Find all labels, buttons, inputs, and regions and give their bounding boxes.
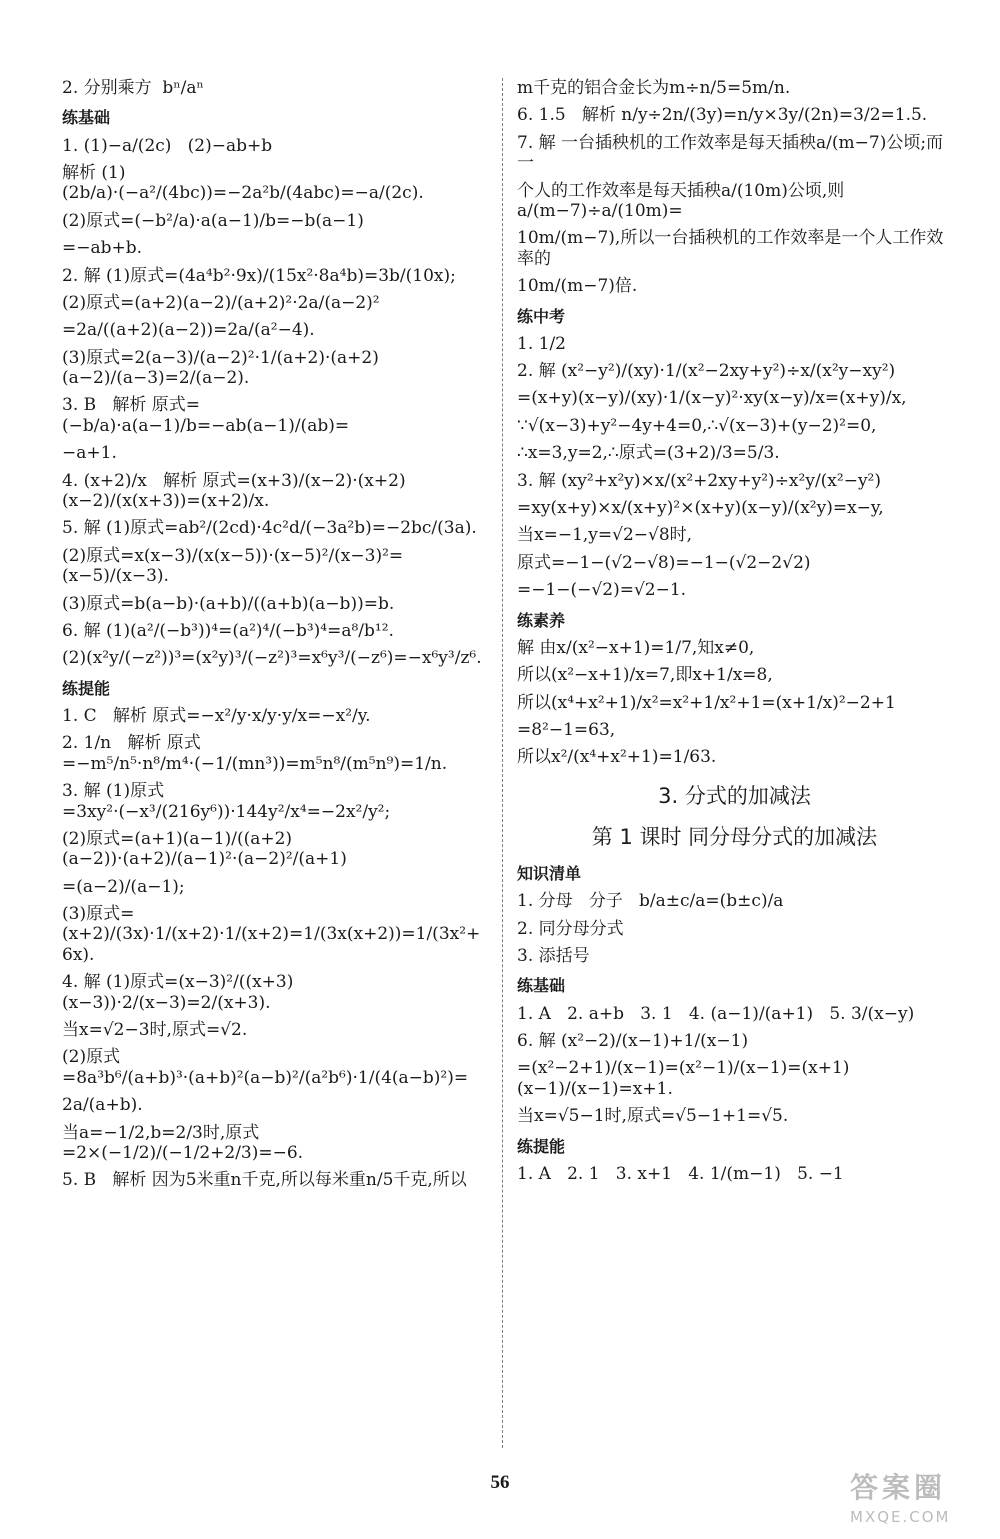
section-heading: 练基础	[62, 108, 111, 128]
answer-line: 当a=−1/2,b=2/3时,原式=2×(−1/2)/(−1/2+2/3)=−6.	[62, 1122, 304, 1163]
section-heading: 练素养	[517, 610, 566, 630]
answer-line: =(x²−2+1)/(x−1)=(x²−1)/(x−1)=(x+1)(x−1)/(x−1)=x+1.	[517, 1058, 850, 1099]
answer-line: 3. B 解析 原式=(−b/a)·a(a−1)/b=−ab(a−1)/(ab)=	[62, 395, 350, 436]
answer-line: 1. 1/2	[517, 333, 566, 354]
answer-line: =(a−2)/(a−1);	[62, 876, 185, 897]
answer-line: 所以(x²−x+1)/x=7,即x+1/x=8,	[517, 665, 773, 686]
answer-line: 3. 添括号	[517, 946, 590, 967]
watermark-main: 答案圈	[850, 1471, 947, 1504]
answer-line: (3)原式=(x+2)/(3x)·1/(x+2)·1/(x+2)=1/(3x(x+2))=1/(3x²+6x).	[62, 904, 481, 965]
lesson-title: 3. 分式的加减法	[658, 783, 811, 808]
answer-line: 4. 解 (1)原式=(x−3)²/((x+3)(x−3))·2/(x−3)=2/(x+3).	[62, 972, 294, 1013]
answer-line: =−1−(−√2)=√2−1.	[517, 580, 687, 601]
left-column	[62, 78, 487, 1198]
answer-line: 2. 同分母分式	[517, 918, 624, 939]
answer-line: (2)原式=x(x−3)/(x(x−5))·(x−5)²/(x−3)²=(x−5)/(x−3).	[62, 545, 404, 587]
answer-line: 1. C 解析 原式=−x²/y·x/y·y/x=−x²/y.	[62, 705, 371, 726]
answer-line: 当x=√2−3时,原式=√2.	[62, 1020, 248, 1041]
answer-line: 4. (x+2)/x 解析 原式=(x+3)/(x−2)·(x+2)(x−2)/(x(x+3))=(x+2)/x.	[62, 470, 406, 512]
answer-line: 1. A 2. 1 3. x+1 4. 1/(m−1) 5. −1	[517, 1163, 844, 1184]
column-divider	[502, 78, 503, 1448]
answer-line: 6. 解 (1)(a²/(−b³))⁴=(a²)⁴/(−b³)⁴=a⁸/b¹².	[62, 621, 394, 641]
section-heading: 练基础	[517, 976, 566, 996]
answer-line: =(x+y)(x−y)/(xy)·1/(x−y)²·xy(x−y)/x=(x+y)/x,	[517, 388, 907, 409]
answer-line: 解 由x/(x²−x+1)=1/7,知x≠0,	[517, 637, 755, 658]
answer-line: 所以(x⁴+x²+1)/x²=x²+1/x²+1=(x+1/x)²−2+1	[517, 692, 896, 713]
answer-line: 个人的工作效率是每天插秧a/(10m)公顷,则a/(m−7)÷a/(10m)=	[517, 180, 845, 221]
answer-line: 2. 分别乘方 bⁿ/aⁿ	[62, 78, 204, 98]
right-column	[517, 78, 952, 1191]
answer-line: =8²−1=63,	[517, 719, 616, 740]
watermark-sub: MXQE.COM	[850, 1508, 951, 1526]
answer-line: ∴x=3,y=2,∴原式=(3+2)/3=5/3.	[517, 443, 780, 464]
answer-line: 原式=−1−(√2−√8)=−1−(√2−2√2)	[517, 552, 811, 573]
answer-line: 1. 分母 分子 b/a±c/a=(b±c)/a	[517, 891, 784, 912]
answer-line: ∵√(x−3)+y²−4y+4=0,∴√(x−3)+(y−2)²=0,	[517, 415, 877, 436]
answer-line: =2a/((a+2)(a−2))=2a/(a²−4).	[62, 320, 315, 341]
answer-line: (3)原式=2(a−3)/(a−2)²·1/(a+2)·(a+2)(a−2)/(a−3)=2/(a−2).	[62, 347, 379, 389]
answer-line: 1. A 2. a+b 3. 1 4. (a−1)/(a+1) 5. 3/(x−y)	[517, 1003, 915, 1024]
answer-line: −a+1.	[62, 443, 117, 464]
answer-line: 所以x²/(x⁴+x²+1)=1/63.	[517, 747, 717, 768]
answer-line: (2)原式=(a+2)(a−2)/(a+2)²·2a/(a−2)²	[62, 292, 380, 313]
answer-line: 解析 (1)(2b/a)·(−a²/(4bc))=−2a²b/(4abc)=−a/(2c).	[62, 162, 424, 204]
answer-line: (2)原式=8a³b⁶/(a+b)³·(a+b)²(a−b)²/(a²b⁶)·1/(4(a−b)²)=	[62, 1047, 469, 1088]
answer-line: 1. (1)−a/(2c) (2)−ab+b	[62, 135, 273, 156]
answer-line: (2)原式=(−b²/a)·a(a−1)/b=−b(a−1)	[62, 210, 364, 231]
answer-line: 6. 解 (x²−2)/(x−1)+1/(x−1)	[517, 1031, 749, 1052]
answer-line: 6. 1.5 解析 n/y÷2n/(3y)=n/y×3y/(2n)=3/2=1.5.	[517, 105, 928, 126]
page-number: 56	[490, 1472, 510, 1493]
section-heading: 练提能	[62, 678, 111, 698]
answer-line: 3. 解 (1)原式=3xy²·(−x³/(216y⁶))·144y²/x⁴=−2x²/y²;	[62, 781, 391, 822]
answer-line: 2a/(a+b).	[62, 1095, 143, 1116]
answer-line: m千克的铝合金长为m÷n/5=5m/n.	[517, 78, 791, 98]
answer-line: (3)原式=b(a−b)·(a+b)/((a+b)(a−b))=b.	[62, 593, 395, 614]
section-heading: 练中考	[517, 306, 566, 326]
answer-line: (2)(x²y/(−z²))³=(x²y)³/(−z²)³=x⁶y³/(−z⁶)=−x⁶y³/z⁶.	[62, 648, 482, 669]
answer-line: 5. 解 (1)原式=ab²/(2cd)·4c²d/(−3a²b)=−2bc/(3a).	[62, 518, 477, 539]
answer-line: 10m/(m−7)倍.	[517, 276, 638, 297]
section-heading: 练提能	[517, 1136, 566, 1156]
watermark-logo	[850, 1466, 990, 1532]
answer-line: 5. B 解析 因为5米重n千克,所以每米重n/5千克,所以	[62, 1170, 467, 1191]
answer-line: 2. 解 (x²−y²)/(xy)·1/(x²−2xy+y²)÷x/(x²y−xy²)	[517, 361, 896, 382]
answer-line: 10m/(m−7),所以一台插秧机的工作效率是一个人工作效率的	[517, 228, 944, 269]
answer-line: 当x=√5−1时,原式=√5−1+1=√5.	[517, 1106, 789, 1127]
answer-line: (2)原式=(a+1)(a−1)/((a+2)(a−2))·(a+2)/(a−1)²·(a−2)²/(a+1)	[62, 828, 347, 870]
answer-line: 2. 解 (1)原式=(4a⁴b²·9x)/(15x²·8a⁴b)=3b/(10x);	[62, 265, 456, 286]
answer-line: =−ab+b.	[62, 238, 143, 259]
lesson-title: 第 1 课时 同分母分式的加减法	[591, 824, 878, 849]
answer-line: 3. 解 (xy²+x²y)×x/(x²+2xy+y²)÷x²y/(x²−y²)	[517, 470, 881, 491]
answer-line: =xy(x+y)×x/(x+y)²×(x+y)(x−y)/(x²y)=x−y,	[517, 498, 884, 519]
answer-line: 7. 解 一台插秧机的工作效率是每天插秧a/(m−7)公顷;而一	[517, 132, 944, 174]
section-heading: 知识清单	[517, 864, 582, 884]
answer-line: 2. 1/n 解析 原式=−m⁵/n⁵·n⁸/m⁴·(−1/(mn³))=m⁵n⁸/(m⁵n⁹)=1/n.	[62, 733, 448, 774]
answer-line: 当x=−1,y=√2−√8时,	[517, 525, 693, 546]
